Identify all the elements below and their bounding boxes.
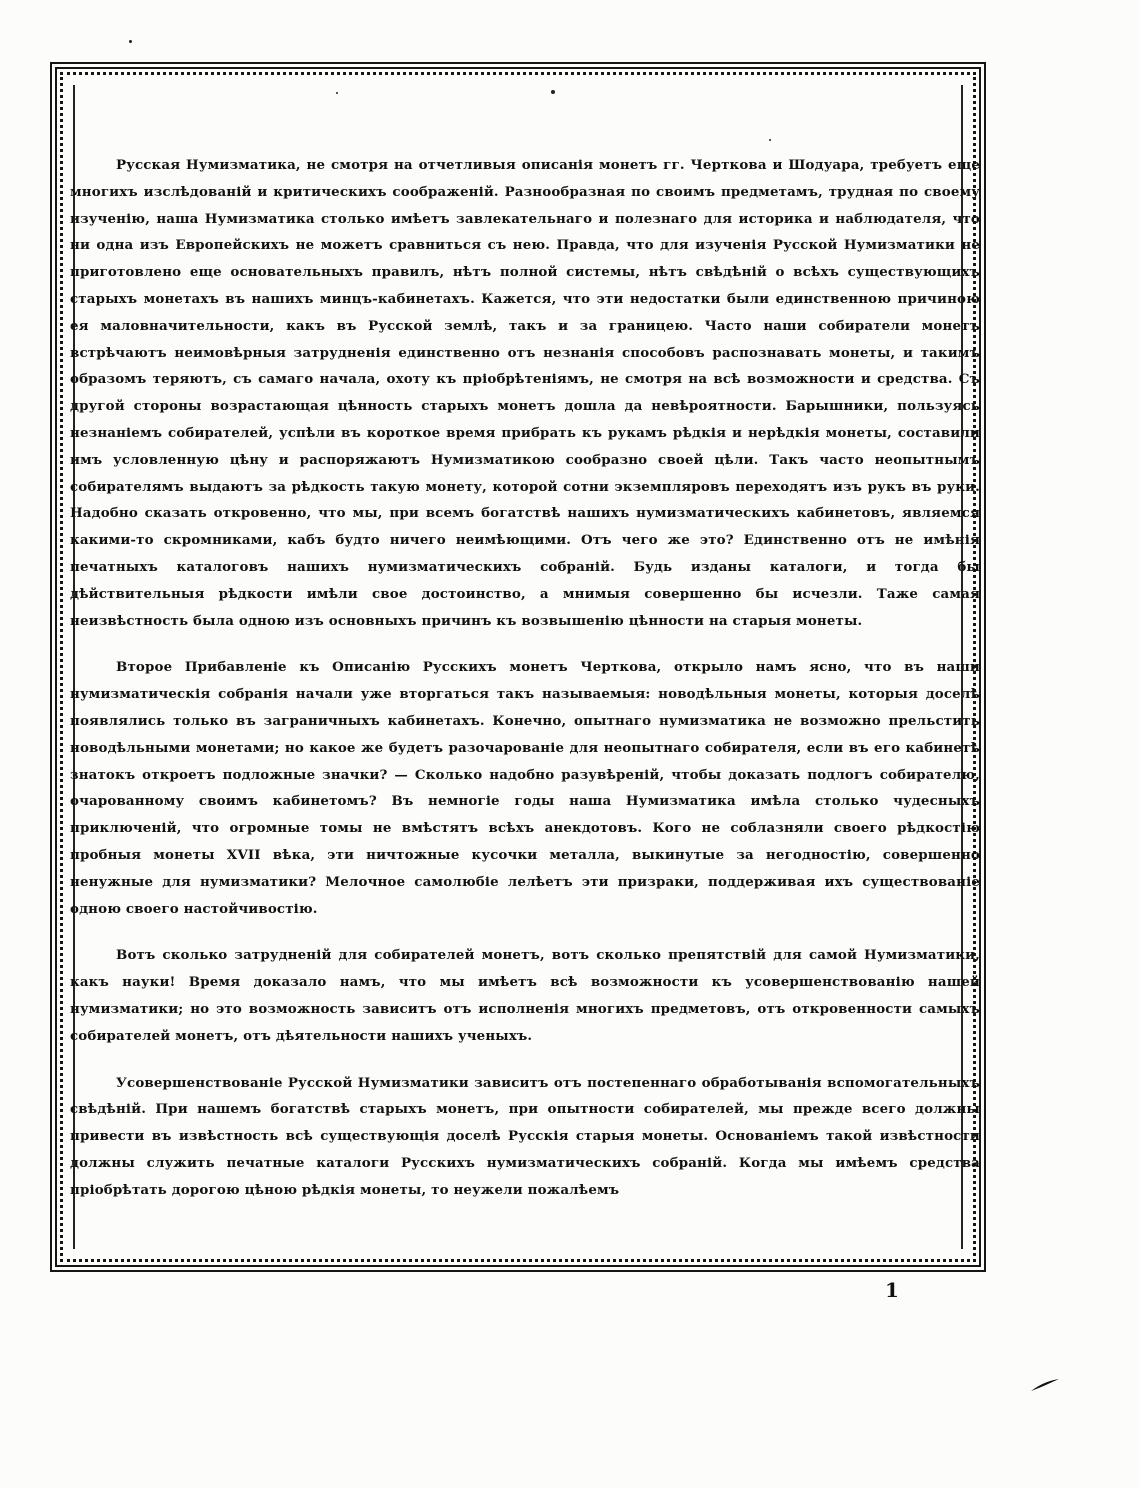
- paragraph-2: Второе Прибавленіе къ Описанію Русскихъ монетъ Черткова, открыло намъ ясно, что въ наши нумизматическія собранія начали уже вторгаться такъ называемыя: новодѣльныя монеты, которыя доселѣ появлялись только въ заграничныхъ кабинетахъ. Конечно, опытнаго нумизматика не возможно прельстить новодѣльными монетами; но какое же будетъ разочарованіе для неопытнаго собирателя, если въ его кабинетѣ знатокъ откроетъ подложные значки? — Сколько надобно разувѣреній, чтобы доказать подлогъ собирателю, очарованному своимъ кабинетомъ? Въ немногіе годы наша Нумизматика имѣла столько чудесныхъ приключеній, что огромные томы не вмѣстятъ всѣхъ анекдотовъ. Кого не соблазняли своего рѣдкостію пробныя монеты XVII вѣка, эти ничтожные кусочки металла, выкинутые за негодностію, совершенно ненужные для нумизматики? Мелочное самолюбіе лелѣетъ эти призраки, поддерживая ихъ существованіе одною своего настойчивостію.: [70, 659, 980, 917]
- ink-speck: [336, 92, 338, 94]
- paragraph-1: Русская Нумизматика, не смотря на отчетливыя описанія монетъ гг. Черткова и Шодуара, требуетъ еще многихъ изслѣдованій и критическихъ соображеній. Разнообразная по своимъ предметамъ, трудная по своему изученію, наша Нумизматика столько имѣетъ завлекательнаго и полезнаго для историка и наблюдателя, что ни одна изъ Европейскихъ не можетъ сравниться съ нею. Правда, что для изученія Русской Нумизматики не приготовлено еще основательныхъ правилъ, нѣтъ полной системы, нѣтъ свѣдѣній о всѣхъ существующихъ старыхъ монетахъ въ нашихъ минцъ-кабинетахъ. Кажется, что эти недостатки были единственною причиною ея маловначительности, какъ въ Русской землѣ, такъ и за границею. Часто наши собиратели монетъ встрѣчаютъ неимовѣрныя затрудненія единственно отъ незнанія способовъ распознавать монеты, и такимъ образомъ теряютъ, съ самаго начала, охоту къ пріобрѣтеніямъ, не смотря на всѣ возможности и средства. Съ другой стороны возрастающая цѣнность старыхъ монетъ дошла да невѣроятности. Барышники, пользуясь незнаніемъ собирателей, успѣли въ короткое время прибрать къ рукамъ рѣдкія и нерѣдкія монеты, составили имъ условленную цѣну и распоряжаютъ Нумизматикою сообразно своей цѣли. Такъ часто неопытнымъ собирателямъ выдаютъ за рѣдкость такую монету, которой сотни экземпляровъ переходятъ изъ рукъ въ руки. Надобно сказать откровенно, что мы, при всемъ богатствѣ нашихъ нумизматическихъ кабинетовъ, являемся какими-то скромниками, кабъ будто ничего неимѣющими. Отъ чего же это? Единственно отъ не имѣнія печатныхъ каталоговъ нашихъ нумизматическихъ собраній. Будь изданы каталоги, и тогда бы дѣйствительныя рѣдкости имѣли свое достоинство, а мнимыя совершенно бы исчезли. Таже самая неизвѣстность была одною изъ основныхъ причинъ къ возвышенію цѣнности на старыя монеты.: [70, 157, 980, 629]
- ink-speck: [769, 139, 771, 141]
- paragraph-4: Усовершенствованіе Русской Нумизматики зависитъ отъ постепеннаго обработыванія вспомогательныхъ свѣдѣній. При нашемъ богатствѣ старыхъ монетъ, при опытности собирателей, мы прежде всего должны привести въ извѣстность всѣ существующія доселѣ Русскія старыя монеты. Основаніемъ такой извѣстности должны служить печатные каталоги Русскихъ нумизматическихъ собраній. Когда мы имѣемъ средства пріобрѣтать дорогою цѣною рѣдкія монеты, то неужели пожалѣемъ: [70, 1074, 980, 1198]
- paragraph-3: Вотъ сколько затрудненій для собирателей монетъ, вотъ сколько препятствій для самой Нумизматики, какъ науки! Время доказало намъ, что мы имѣетъ всѣ возможности къ усовершенствованію нашей нумизматики; но это возможность зависитъ отъ исполненія многихъ предметовъ, отъ откровенности самыхъ собирателей монетъ, отъ дѣятельности нашихъ ученыхъ.: [70, 947, 980, 1044]
- pen-stroke-mark: [1030, 1378, 1060, 1392]
- ink-speck: [551, 90, 555, 94]
- ink-speck: [129, 40, 132, 43]
- page-body-text: [70, 152, 980, 1203]
- page-number: 1: [885, 1278, 899, 1302]
